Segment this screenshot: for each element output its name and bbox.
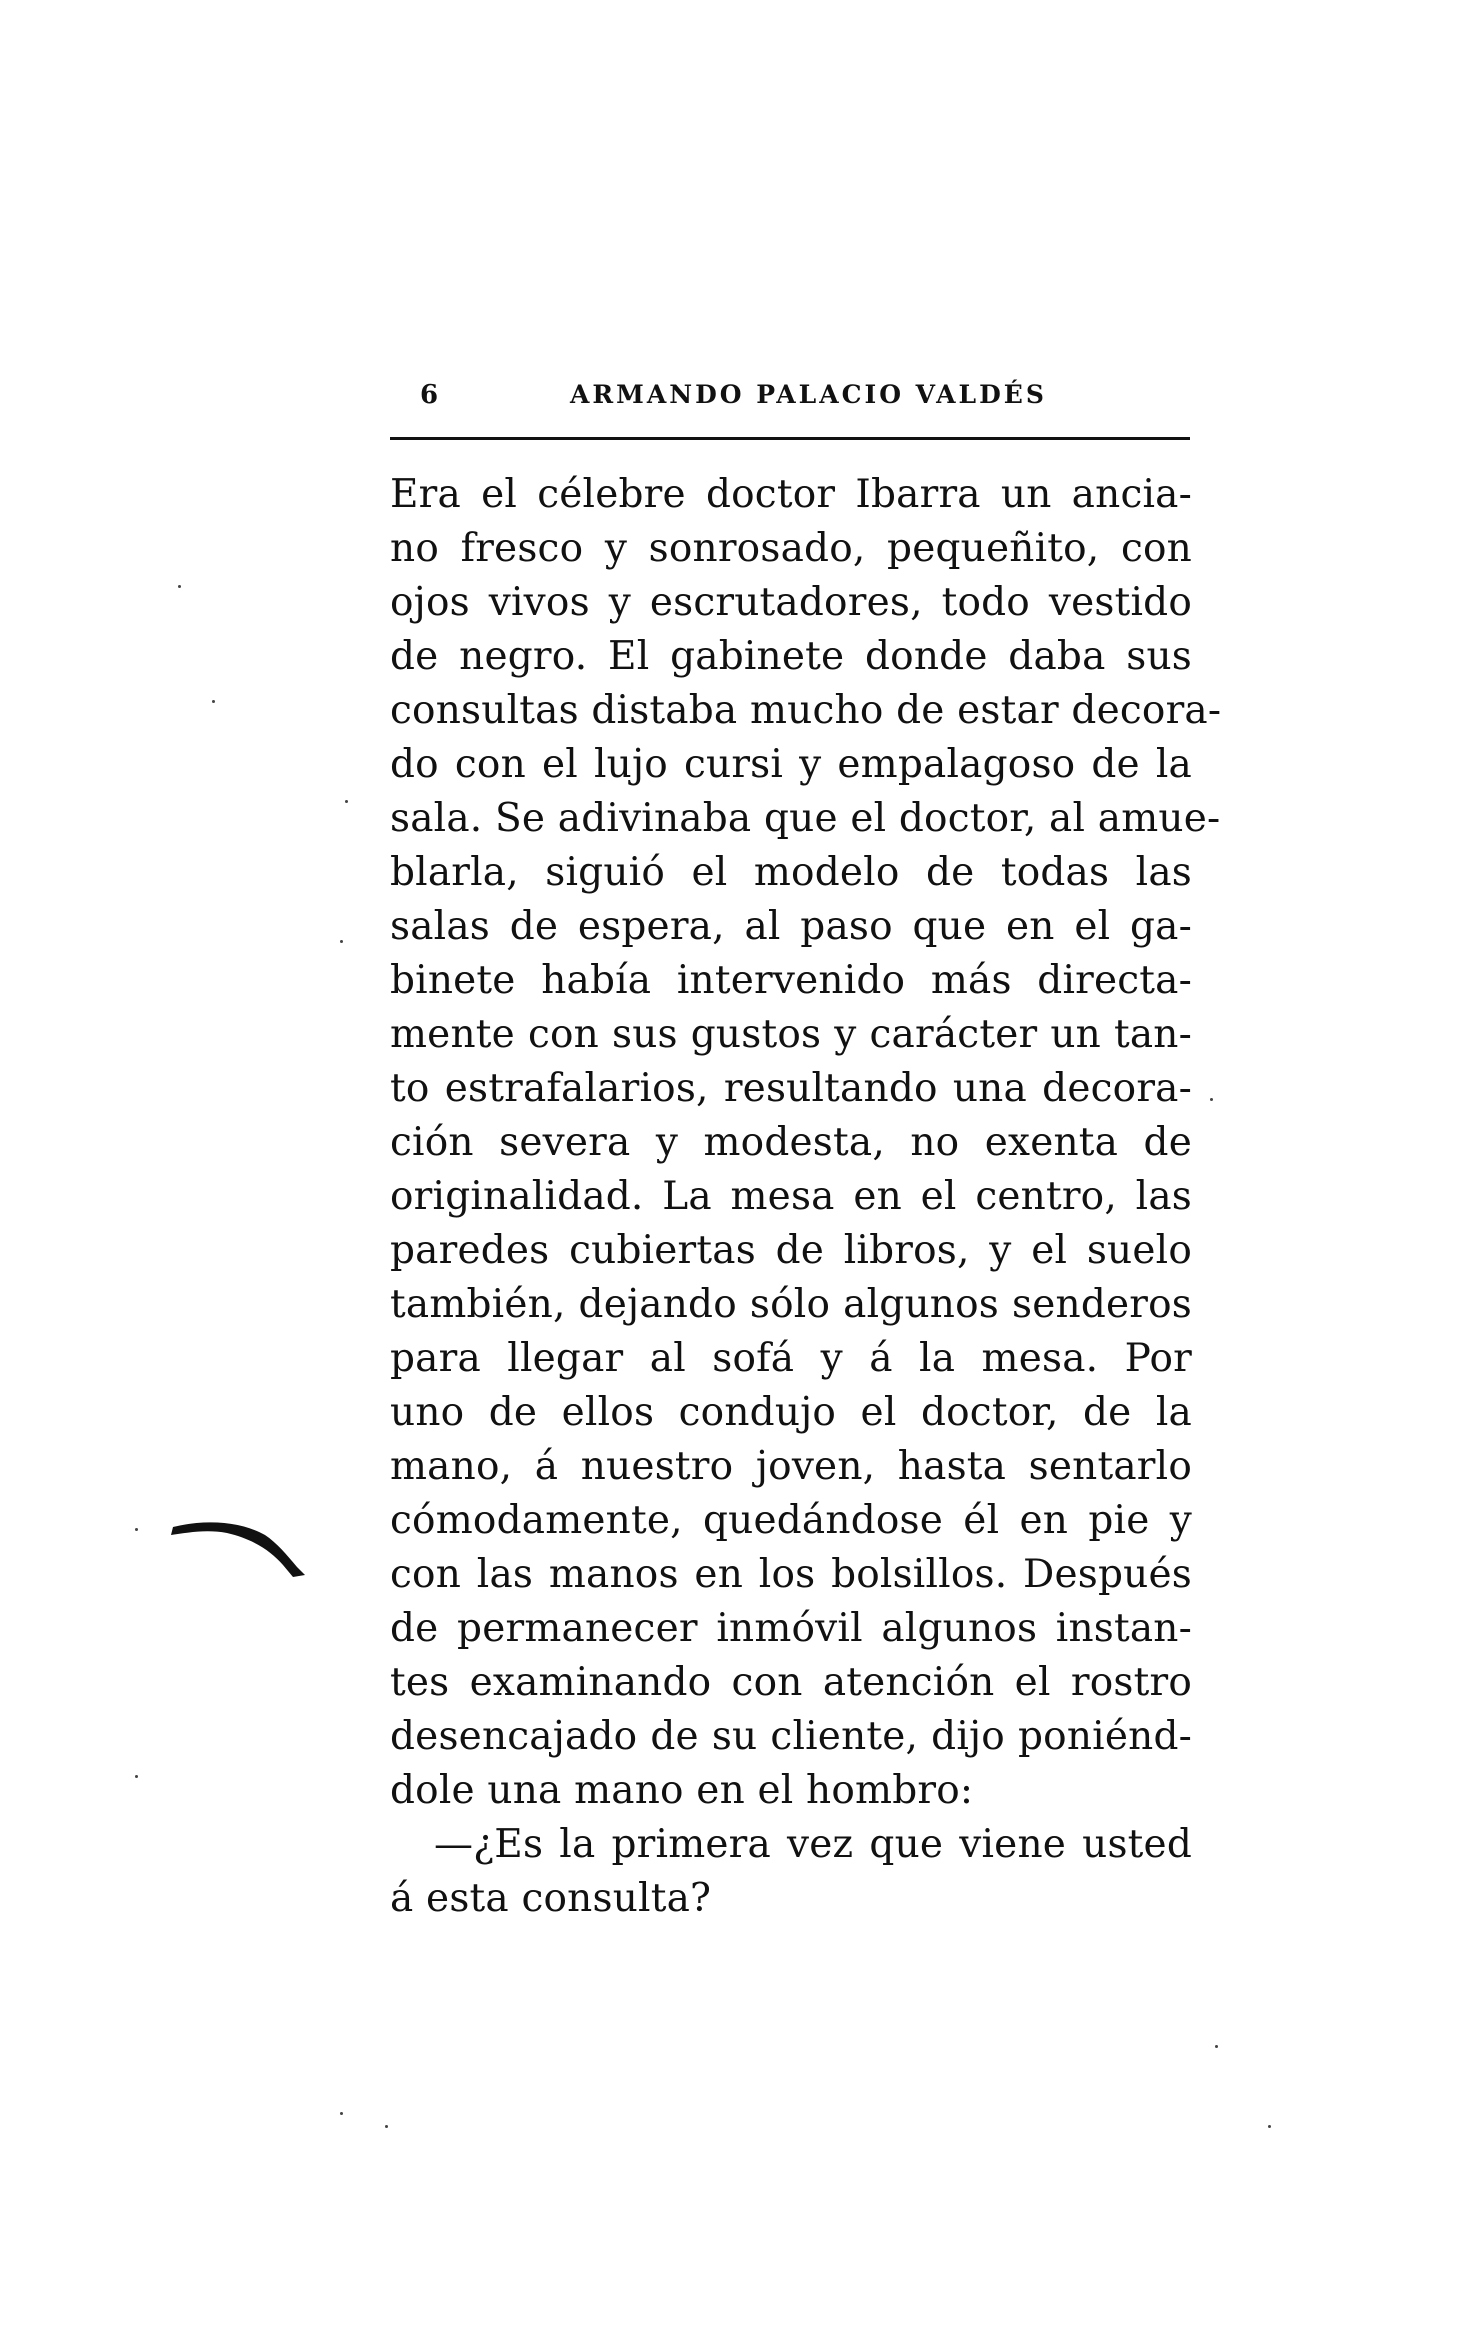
text-line: Era el célebre doctor Ibarra un ancia-	[390, 472, 1192, 517]
paper-speck	[1215, 2045, 1218, 2048]
paper-speck	[1210, 1098, 1213, 1101]
text-line: dole una mano en el hombro:	[390, 1768, 974, 1813]
ink-blot-mark	[165, 1515, 315, 1585]
text-line: para llegar al sofá y á la mesa. Por	[390, 1336, 1192, 1381]
text-line: también, dejando sólo algunos senderos	[390, 1282, 1192, 1327]
text-line: ción severa y modesta, no exenta de	[390, 1120, 1192, 1165]
text-line: con las manos en los bolsillos. Después	[390, 1552, 1192, 1597]
text-line: originalidad. La mesa en el centro, las	[390, 1174, 1192, 1219]
text-line: salas de espera, al paso que en el ga-	[390, 904, 1192, 949]
text-line: ojos vivos y escrutadores, todo vestido	[390, 580, 1192, 625]
text-line: á esta consulta?	[390, 1876, 712, 1921]
text-line: cómodamente, quedándose él en pie y	[390, 1498, 1192, 1543]
running-head	[390, 380, 1190, 420]
paper-speck	[1268, 2125, 1271, 2128]
text-line: de negro. El gabinete donde daba sus	[390, 634, 1192, 679]
dialogue-line: —¿Es la primera vez que viene usted	[434, 1822, 1192, 1867]
paper-speck	[178, 585, 181, 588]
paper-speck	[135, 1775, 138, 1778]
text-line: no fresco y sonrosado, pequeñito, con	[390, 526, 1192, 571]
text-line: de permanecer inmóvil algunos instan-	[390, 1606, 1192, 1651]
text-line: mano, á nuestro joven, hasta sentarlo	[390, 1444, 1192, 1489]
page-number: 6	[420, 380, 440, 410]
body-text	[390, 468, 1222, 1926]
text-line: blarla, siguió el modelo de todas las	[390, 850, 1192, 895]
text-line: tes examinando con atención el rostro	[390, 1660, 1192, 1705]
text-line: consultas distaba mucho de estar decora-	[390, 688, 1222, 733]
header-rule	[390, 437, 1190, 440]
paper-speck	[212, 700, 215, 703]
paper-speck	[340, 940, 343, 943]
text-line: sala. Se adivinaba que el doctor, al amue-	[390, 796, 1221, 841]
paper-speck	[135, 1528, 138, 1531]
paper-speck	[385, 2125, 388, 2128]
text-line: mente con sus gustos y carácter un tan-	[390, 1012, 1192, 1057]
text-line: desencajado de su cliente, dijo poniénd-	[390, 1714, 1192, 1759]
text-line: do con el lujo cursi y empalagoso de la	[390, 742, 1192, 787]
paper-speck	[340, 2112, 343, 2115]
text-line: paredes cubiertas de libros, y el suelo	[390, 1228, 1192, 1273]
text-line: uno de ellos condujo el doctor, de la	[390, 1390, 1192, 1435]
text-line: binete había intervenido más directa-	[390, 958, 1192, 1003]
text-line: to estrafalarios, resultando una decora-	[390, 1066, 1192, 1111]
paper-speck	[345, 800, 348, 803]
running-title: ARMANDO PALACIO VALDÉS	[570, 380, 1047, 409]
